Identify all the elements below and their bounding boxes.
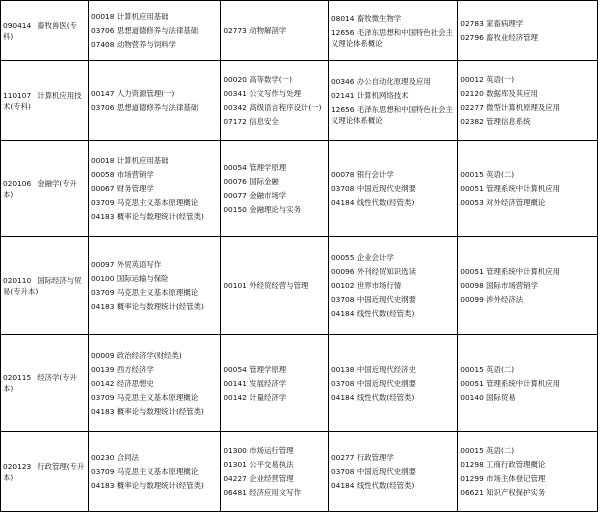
- course-name: 马克思主义基本原理概论: [116, 288, 199, 297]
- course-code: 08014: [330, 13, 355, 23]
- course-entry: [91, 197, 218, 208]
- course-code: 04183: [90, 212, 115, 221]
- course-name: 公平交易执法: [249, 460, 294, 469]
- course-name: 家畜病理学: [486, 19, 524, 28]
- course-entry: [460, 487, 595, 498]
- semester-cell: [328, 61, 457, 141]
- course-name: 高级语言程序设计(一): [249, 103, 322, 112]
- course-code: 00142: [223, 392, 247, 402]
- course-name: 金融市场学: [249, 191, 287, 200]
- course-entry: [91, 480, 218, 491]
- major-code: 090414: [3, 20, 32, 30]
- course-name: 英语(一): [486, 75, 515, 84]
- course-entry: [91, 392, 218, 403]
- course-name: 人力资源管理(一): [116, 89, 175, 98]
- course-entry: [460, 102, 595, 113]
- course-code: 02773: [223, 26, 247, 35]
- course-code: 00142: [90, 378, 115, 388]
- course-name: 管理系统中计算机应用: [486, 267, 561, 276]
- major-code: 020110: [3, 275, 32, 285]
- course-code: 00150: [223, 205, 247, 214]
- course-entry: [91, 287, 218, 298]
- course-name: 概率论与数理统计(经管类): [116, 481, 204, 490]
- course-code: 00097: [90, 260, 115, 269]
- course-code: 00098: [460, 281, 484, 290]
- course-code: 04183: [90, 302, 115, 311]
- course-name: 毛泽东思想和中国特色社会主义理论体系概论: [330, 27, 453, 48]
- course-entry: [331, 480, 455, 491]
- course-entry: [331, 466, 455, 477]
- course-entry: [331, 169, 455, 180]
- semester-cell: [458, 335, 598, 432]
- course-entry: [223, 162, 326, 173]
- semester-cell: [88, 61, 220, 141]
- course-name: 概率论与数理统计(经管类): [116, 212, 204, 221]
- course-code: 00101: [223, 281, 247, 290]
- table-row: [1, 61, 598, 141]
- course-name: 微型计算机原理及应用: [486, 103, 561, 112]
- course-code: 00346: [330, 76, 355, 86]
- course-code: 00015: [460, 364, 484, 374]
- course-entry: [460, 32, 595, 43]
- course-entry: [460, 473, 595, 484]
- course-name: 英语(二): [486, 446, 515, 455]
- course-entry: [331, 308, 455, 319]
- course-code: 00067: [90, 184, 115, 193]
- course-name: 马克思主义基本原理概论: [116, 392, 199, 402]
- course-code: 00341: [223, 89, 247, 98]
- course-name: 涉外经济法: [486, 295, 524, 304]
- course-name: 企业会计学: [356, 253, 394, 262]
- course-entry: [331, 90, 455, 101]
- course-entry: [331, 197, 455, 208]
- major-code: 020115: [3, 373, 32, 382]
- course-entry: [331, 252, 455, 263]
- course-name: 中国近现代史纲要: [356, 467, 416, 476]
- course-name: 国际贸易: [486, 392, 516, 402]
- course-name: 计算机网络技术: [356, 90, 409, 100]
- course-code: 00053: [460, 198, 484, 207]
- course-code: 00277: [330, 453, 355, 462]
- course-code: 12656: [330, 104, 355, 114]
- semester-cell: [221, 237, 329, 335]
- course-code: 00138: [330, 364, 355, 374]
- major-name: 计算机应用技术(专科): [3, 90, 82, 111]
- course-code: 12656: [330, 27, 355, 37]
- semester-cell: [221, 1, 329, 61]
- semester-cell: [458, 61, 598, 141]
- course-entry: [223, 176, 326, 187]
- course-name: 概率论与数理统计(经管类): [116, 406, 204, 416]
- semester-cell: [221, 432, 329, 512]
- semester-cell: [88, 1, 220, 61]
- course-code: 03709: [90, 467, 115, 476]
- course-entry: [91, 273, 218, 284]
- course-name: 畜牧业经济管理: [486, 33, 538, 42]
- course-code: 04184: [330, 481, 355, 490]
- course-code: 00077: [223, 191, 247, 200]
- course-code: 00051: [460, 267, 484, 276]
- course-code: 00015: [460, 446, 484, 455]
- course-name: 管理系统中计算机应用: [486, 378, 561, 388]
- course-code: 00076: [223, 177, 247, 186]
- course-code: 03708: [330, 184, 355, 193]
- course-code: 00058: [90, 170, 115, 179]
- course-code: 04227: [223, 474, 247, 483]
- course-entry: [91, 11, 218, 22]
- course-entry: [460, 183, 595, 194]
- semester-cell: [88, 141, 220, 237]
- course-code: 00015: [460, 170, 484, 179]
- course-name: 外刊经贸知识选读: [356, 267, 416, 276]
- course-entry: [460, 378, 595, 389]
- course-entry: [223, 280, 326, 291]
- course-code: 00342: [223, 103, 247, 112]
- semester-cell: [328, 237, 457, 335]
- major-cell: [1, 335, 89, 432]
- course-name: 动物解剖学: [249, 26, 287, 35]
- semester-cell: [221, 61, 329, 141]
- course-entry: [460, 445, 595, 456]
- course-code: 02796: [460, 33, 484, 42]
- major-cell: [1, 141, 89, 237]
- course-name: 公文写作与处理: [249, 89, 301, 98]
- course-name: 中国近现代史纲要: [356, 184, 416, 193]
- course-code: 00230: [90, 453, 115, 462]
- course-code: 01299: [460, 474, 484, 483]
- course-entry: [460, 169, 595, 180]
- course-name: 知识产权保护实务: [486, 488, 546, 497]
- course-code: 00055: [330, 253, 355, 262]
- course-name: 西方经济学: [116, 364, 154, 374]
- course-name: 管理信息系统: [486, 117, 531, 126]
- course-code: 00096: [330, 267, 355, 276]
- major-name: 国际经济与贸易(专升本): [3, 275, 82, 296]
- course-name: 高等数学(一): [249, 75, 292, 84]
- table-row: [1, 1, 598, 61]
- major-name: 行政管理(专升本): [3, 461, 85, 482]
- course-name: 畜牧微生物学: [356, 13, 402, 23]
- course-entry: [91, 169, 218, 180]
- table-row: [1, 432, 598, 512]
- major-code: 110107: [3, 90, 32, 100]
- course-code: 03708: [330, 295, 355, 304]
- major-cell: [1, 432, 89, 512]
- course-code: 02141: [330, 90, 355, 100]
- course-entry: [460, 364, 595, 375]
- major-cell: [1, 61, 89, 141]
- course-entry: [91, 183, 218, 194]
- course-name: 世界市场行情: [356, 281, 402, 290]
- semester-cell: [328, 432, 457, 512]
- course-entry: [223, 459, 326, 470]
- course-code: 00139: [90, 364, 115, 374]
- course-name: 财务管理学: [116, 184, 154, 193]
- course-code: 04183: [90, 481, 115, 490]
- course-name: 信息安全: [249, 117, 279, 126]
- course-entry: [223, 74, 326, 85]
- course-entry: [460, 280, 595, 291]
- course-entry: [91, 350, 218, 361]
- course-entry: [460, 88, 595, 99]
- course-name: 计算机应用基础: [116, 156, 169, 165]
- course-entry: [331, 452, 455, 463]
- course-entry: [223, 25, 326, 36]
- course-name: 办公自动化原理及应用: [356, 76, 431, 86]
- course-name: 国际金融: [249, 177, 279, 186]
- course-code: 04183: [90, 406, 115, 416]
- course-name: 金融理论与实务: [249, 205, 301, 214]
- course-code: 00100: [90, 274, 115, 283]
- course-code: 04184: [330, 198, 355, 207]
- course-code: 00147: [90, 89, 115, 98]
- major-code: 020123: [3, 461, 32, 471]
- semester-cell: [88, 335, 220, 432]
- course-code: 02382: [460, 117, 484, 126]
- course-entry: [91, 88, 218, 99]
- course-entry: [91, 155, 218, 166]
- course-name: 经济思想史: [116, 378, 154, 388]
- semester-cell: [458, 237, 598, 335]
- major-cell: [1, 1, 89, 61]
- course-entry: [91, 259, 218, 270]
- course-code: 00051: [460, 378, 484, 388]
- course-code: 01301: [223, 460, 247, 469]
- course-name: 动物营养与饲料学: [116, 40, 176, 49]
- course-name: 中国近现代史纲要: [356, 295, 416, 304]
- course-entry: [460, 392, 595, 403]
- course-code: 00078: [330, 170, 355, 179]
- semester-cell: [328, 141, 457, 237]
- course-entry: [91, 466, 218, 477]
- course-entry: [331, 294, 455, 305]
- course-code: 02120: [460, 89, 484, 98]
- course-entry: [331, 27, 455, 49]
- course-entry: [223, 392, 326, 403]
- course-name: 中国近现代史纲要: [356, 378, 416, 388]
- course-entry: [460, 197, 595, 208]
- semester-cell: [458, 432, 598, 512]
- course-entry: [460, 116, 595, 127]
- course-code: 00009: [90, 350, 115, 360]
- course-entry: [223, 378, 326, 389]
- course-entry: [223, 102, 326, 113]
- course-entry: [91, 301, 218, 312]
- course-code: 00012: [460, 75, 484, 84]
- course-name: 市场运行管理: [249, 446, 294, 455]
- course-entry: [91, 25, 218, 36]
- course-name: 合同法: [116, 453, 139, 462]
- course-entry: [460, 459, 595, 470]
- course-code: 03709: [90, 392, 115, 402]
- course-name: 管理系统中计算机应用: [486, 184, 561, 193]
- course-entry: [331, 104, 455, 126]
- course-entry: [331, 280, 455, 291]
- course-code: 01300: [223, 446, 247, 455]
- course-name: 发展经济学: [249, 378, 287, 388]
- semester-cell: [221, 141, 329, 237]
- course-entry: [460, 266, 595, 277]
- course-name: 马克思主义基本原理概论: [116, 467, 199, 476]
- course-code: 00054: [223, 364, 247, 374]
- course-code: 00051: [460, 184, 484, 193]
- course-entry: [460, 18, 595, 29]
- course-name: 银行会计学: [356, 170, 394, 179]
- course-name: 工商行政管理概论: [486, 460, 546, 469]
- course-entry: [223, 204, 326, 215]
- course-entry: [460, 294, 595, 305]
- table-row: [1, 141, 598, 237]
- course-name: 计量经济学: [249, 392, 287, 402]
- semester-cell: [458, 1, 598, 61]
- major-cell: [1, 237, 89, 335]
- course-name: 马克思主义基本原理概论: [116, 198, 199, 207]
- course-code: 03706: [90, 26, 115, 35]
- course-entry: [331, 76, 455, 87]
- course-entry: [331, 13, 455, 24]
- course-code: 00018: [90, 12, 115, 21]
- course-entry: [223, 487, 326, 498]
- course-code: 04184: [330, 309, 355, 318]
- course-entry: [223, 473, 326, 484]
- table-row: [1, 335, 598, 432]
- course-entry: [223, 190, 326, 201]
- course-entry: [91, 211, 218, 222]
- course-code: 02783: [460, 19, 484, 28]
- course-name: 线性代数(经管类): [356, 392, 415, 402]
- course-code: 00140: [460, 392, 484, 402]
- course-name: 中国近现代经济史: [356, 364, 416, 374]
- course-name: 企业经营管理: [249, 474, 294, 483]
- course-name: 外经贸经营与管理: [249, 281, 309, 290]
- course-name: 外贸英语写作: [116, 260, 162, 269]
- table-row: [1, 237, 598, 335]
- course-entry: [331, 378, 455, 389]
- course-code: 07408: [90, 40, 115, 49]
- course-entry: [223, 364, 326, 375]
- course-name: 国际运输与保险: [116, 274, 169, 283]
- semester-cell: [328, 335, 457, 432]
- course-code: 03709: [90, 288, 115, 297]
- course-name: 线性代数(经管类): [356, 309, 415, 318]
- course-name: 计算机应用基础: [116, 12, 169, 21]
- course-entry: [460, 74, 595, 85]
- course-name: 毛泽东思想和中国特色社会主义理论体系概论: [330, 104, 453, 125]
- semester-cell: [221, 335, 329, 432]
- major-name: 畜牧兽医(专科): [3, 20, 78, 41]
- course-entry: [331, 364, 455, 375]
- course-code: 00018: [90, 156, 115, 165]
- course-name: 数据库及其应用: [486, 89, 538, 98]
- course-name: 政治经济学(财经类): [116, 350, 182, 360]
- course-name: 市场主体登记管理: [486, 474, 546, 483]
- course-name: 管理学原理: [249, 163, 287, 172]
- table-body: [1, 1, 598, 512]
- course-entry: [91, 39, 218, 50]
- course-entry: [223, 116, 326, 127]
- course-entry: [331, 183, 455, 194]
- major-name: 金融学(专升本): [3, 178, 78, 199]
- major-code: 020106: [3, 178, 32, 188]
- course-entry: [91, 102, 218, 113]
- course-code: 06621: [460, 488, 484, 497]
- course-code: 02277: [460, 103, 484, 112]
- course-code: 03708: [330, 467, 355, 476]
- course-name: 市场营销学: [116, 170, 154, 179]
- course-code: 00141: [223, 378, 247, 388]
- course-entry: [91, 364, 218, 375]
- course-entry: [91, 378, 218, 389]
- course-entry: [223, 445, 326, 456]
- course-entry: [331, 266, 455, 277]
- semester-cell: [458, 141, 598, 237]
- course-code: 00102: [330, 281, 355, 290]
- course-code: 00020: [223, 75, 247, 84]
- semester-cell: [328, 1, 457, 61]
- course-entry: [223, 88, 326, 99]
- course-entry: [91, 406, 218, 417]
- semester-cell: [88, 432, 220, 512]
- semester-cell: [88, 237, 220, 335]
- course-name: 管理学原理: [249, 364, 287, 374]
- course-code: 00054: [223, 163, 247, 172]
- course-name: 经济应用文写作: [249, 488, 301, 497]
- course-entry: [91, 452, 218, 463]
- course-name: 英语(二): [486, 364, 515, 374]
- course-code: 06481: [223, 488, 247, 497]
- course-code: 03708: [330, 378, 355, 388]
- course-name: 国际市场营销学: [486, 281, 538, 290]
- major-name: 经济学(专升本): [3, 373, 78, 393]
- course-name: 线性代数(经管类): [356, 198, 415, 207]
- course-code: 03706: [90, 103, 115, 112]
- course-code: 01298: [460, 460, 484, 469]
- course-name: 英语(二): [486, 170, 515, 179]
- course-name: 行政管理学: [356, 453, 394, 462]
- course-code: 03709: [90, 198, 115, 207]
- course-name: 对外经济管理概论: [486, 198, 546, 207]
- course-entry: [331, 392, 455, 403]
- course-name: 概率论与数理统计(经管类): [116, 302, 204, 311]
- course-code: 07172: [223, 117, 247, 126]
- course-name: 线性代数(经管类): [356, 481, 415, 490]
- course-code: 00099: [460, 295, 484, 304]
- course-code: 04184: [330, 392, 355, 402]
- course-name: 思想道德修养与法律基础: [116, 103, 199, 112]
- course-name: 思想道德修养与法律基础: [116, 26, 199, 35]
